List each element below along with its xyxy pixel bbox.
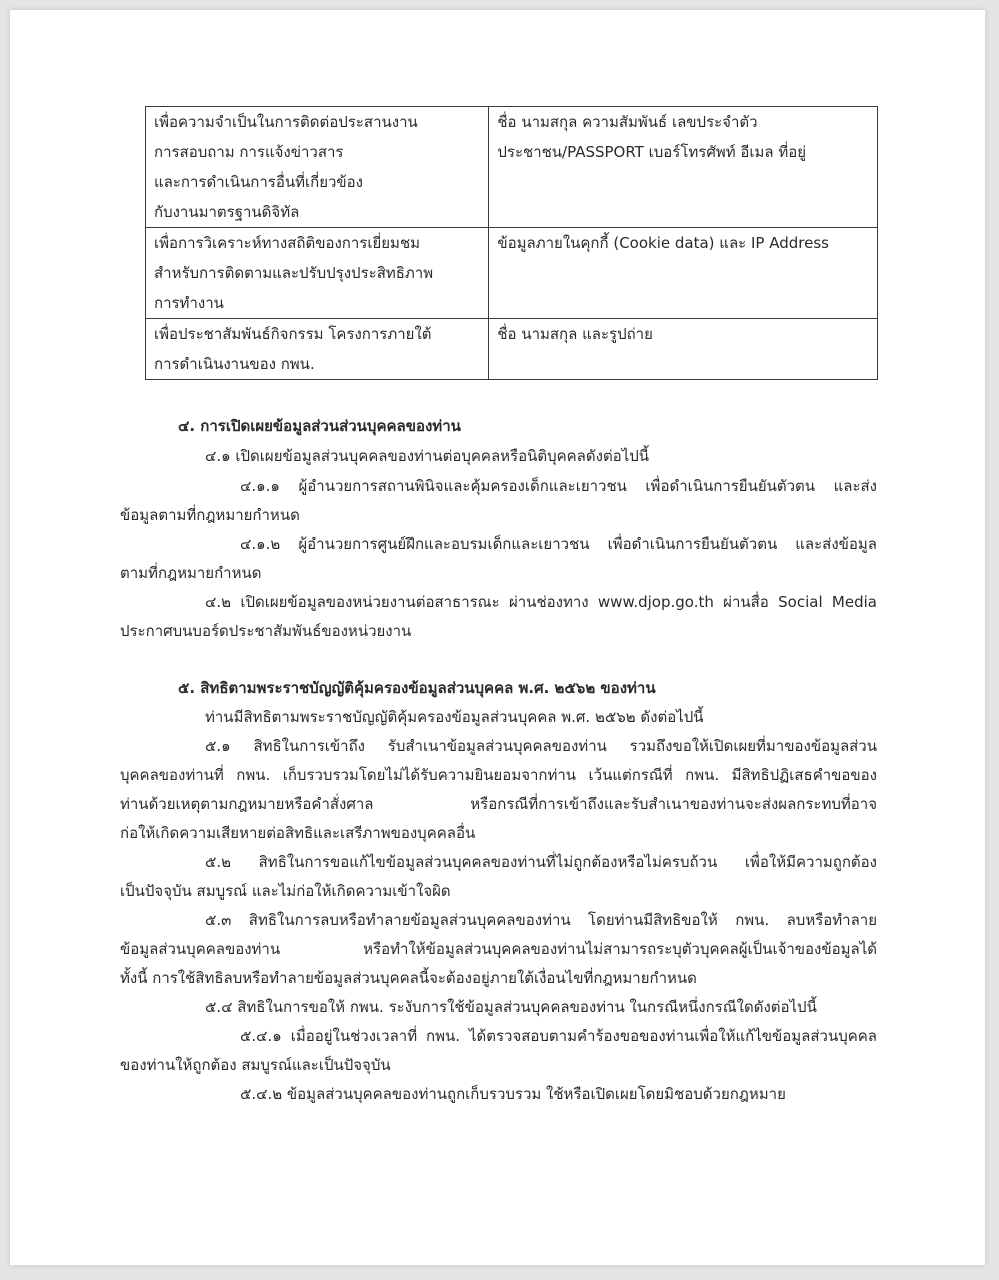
table-row (146, 228, 878, 319)
paragraph-4-1: ๔.๑ เปิดเผยข้อมูลส่วนบุคคลของท่านต่อบุคคลหรือนิติบุคคลดังต่อไปนี้ (205, 447, 650, 465)
purpose-cell (146, 319, 489, 380)
cell-text: ข้อมูลภายในคุกกี้ (Cookie data) และ IP Address (497, 234, 829, 252)
data-cell (489, 319, 878, 380)
cell-text: ชื่อ นามสกุล ความสัมพันธ์ เลขประจำตัว (497, 113, 758, 131)
paragraph-5-4-1-cont: ของท่านให้ถูกต้อง สมบูรณ์และเป็นปัจจุบัน (120, 1056, 391, 1074)
paragraph-4-2-cont: ประกาศบนบอร์ดประชาสัมพันธ์ของหน่วยงาน (120, 622, 412, 640)
purpose-data-table (145, 106, 878, 380)
paragraph-5-intro: ท่านมีสิทธิตามพระราชบัญญัติคุ้มครองข้อมูลส่วนบุคคล พ.ศ. ๒๕๖๒ ดังต่อไปนี้ (205, 708, 704, 726)
paragraph-5-3-cont: ทั้งนี้ การใช้สิทธิลบหรือทำลายข้อมูลส่วนบุคคลนี้จะต้องอยู่ภายใต้เงื่อนไขที่กฎหมายกำหนด (120, 969, 697, 987)
cell-text: กับงานมาตรฐานดิจิทัล (154, 203, 300, 221)
paragraph-5-4: ๕.๔ สิทธิในการขอให้ กพน. ระงับการใช้ข้อมูลส่วนบุคคลของท่าน ในกรณีหนึ่งกรณีใดดังต่อไปนี้ (205, 998, 817, 1016)
paragraph-5-4-1: ๕.๔.๑ เมื่ออยู่ในช่วงเวลาที่ กพน. ได้ตรวจสอบตามคำร้องขอของท่านเพื่อให้แก้ไขข้อมูลส่วนบุคคล (240, 1027, 877, 1045)
cell-text: เพื่อการวิเคราะห์ทางสถิติของการเยี่ยมชม (154, 234, 421, 252)
cell-text: การสอบถาม การแจ้งข่าวสาร (154, 143, 344, 161)
section-5-heading: ๕. สิทธิตามพระราชบัญญัติคุ้มครองข้อมูลส่วนบุคคล พ.ศ. ๒๕๖๒ ของท่าน (178, 679, 656, 697)
paragraph-5-4-2: ๕.๔.๒ ข้อมูลส่วนบุคคลของท่านถูกเก็บรวบรวม ใช้หรือเปิดเผยโดยมิชอบด้วยกฎหมาย (240, 1085, 786, 1103)
table-row (146, 107, 878, 228)
table-row (146, 319, 878, 380)
paragraph-5-3: ๕.๓ สิทธิในการลบหรือทำลายข้อมูลส่วนบุคคลของท่าน โดยท่านมีสิทธิขอให้ กพน. ลบหรือทำลาย (205, 911, 877, 929)
cell-text: ประชาชน/PASSPORT เบอร์โทรศัพท์ อีเมล ที่อยู่ (497, 143, 807, 161)
cell-text: เพื่อความจำเป็นในการติดต่อประสานงาน (154, 113, 418, 131)
paragraph-5-1-cont: บุคคลของท่านที่ กพน. เก็บรวบรวมโดยไม่ได้รับความยินยอมจากท่าน เว้นแต่กรณีที่ กพน. มีสิทธิปฏิเสธคำขอของ (120, 766, 877, 784)
section-4-heading: ๔. การเปิดเผยข้อมูลส่วนส่วนบุคคลของท่าน (178, 417, 461, 435)
purpose-cell (146, 228, 489, 319)
cell-text: ชื่อ นามสกุล และรูปถ่าย (497, 325, 653, 343)
paragraph-4-1-2: ๔.๑.๒ ผู้อำนวยการศูนย์ฝึกและอบรมเด็กและเยาวชน เพื่อดำเนินการยืนยันตัวตน และส่งข้อมูล (240, 535, 877, 553)
purpose-cell (146, 107, 489, 228)
paragraph-5-2-cont: เป็นปัจจุบัน สมบูรณ์ และไม่ก่อให้เกิดความเข้าใจผิด (120, 882, 451, 900)
data-cell (489, 107, 878, 228)
cell-text: การดำเนินงานของ กพน. (154, 355, 315, 373)
paragraph-5-3-cont: ข้อมูลส่วนบุคคลของท่าน หรือทำให้ข้อมูลส่วนบุคคลของท่านไม่สามารถระบุตัวบุคคลผู้เป็นเจ้าของข้อมูลได้ (120, 940, 877, 958)
cell-text: การทำงาน (154, 294, 224, 312)
paragraph-4-2: ๔.๒ เปิดเผยข้อมูลของหน่วยงานต่อสาธารณะ ผ่านช่องทาง www.djop.go.th ผ่านสื่อ Social Media (205, 593, 877, 611)
paragraph-5-1-cont: ก่อให้เกิดความเสียหายต่อสิทธิและเสรีภาพของบุคคลอื่น (120, 824, 476, 842)
paragraph-5-1: ๕.๑ สิทธิในการเข้าถึง รับสำเนาข้อมูลส่วนบุคคลของท่าน รวมถึงขอให้เปิดเผยที่มาของข้อมูลส่วน (205, 737, 877, 755)
paragraph-4-1-1: ๔.๑.๑ ผู้อำนวยการสถานพินิจและคุ้มครองเด็กและเยาวชน เพื่อดำเนินการยืนยันตัวตน และส่ง (240, 477, 877, 495)
paragraph-5-2: ๕.๒ สิทธิในการขอแก้ไขข้อมูลส่วนบุคคลของท่านที่ไม่ถูกต้องหรือไม่ครบถ้วน เพื่อให้มีความถูกต้อง (205, 853, 877, 871)
paragraph-5-1-cont: ท่านด้วยเหตุตามกฎหมายหรือคำสั่งศาล หรือกรณีที่การเข้าถึงและรับสำเนาของท่านจะส่งผลกระทบที่อาจ (120, 795, 877, 813)
paragraph-4-1-2-cont: ตามที่กฎหมายกำหนด (120, 564, 262, 582)
paragraph-4-1-1-cont: ข้อมูลตามที่กฎหมายกำหนด (120, 506, 300, 524)
cell-text: เพื่อประชาสัมพันธ์กิจกรรม โครงการภายใต้ (154, 325, 432, 343)
cell-text: สำหรับการติดตามและปรับปรุงประสิทธิภาพ (154, 264, 434, 282)
data-cell (489, 228, 878, 319)
cell-text: และการดำเนินการอื่นที่เกี่ยวข้อง (154, 173, 363, 191)
